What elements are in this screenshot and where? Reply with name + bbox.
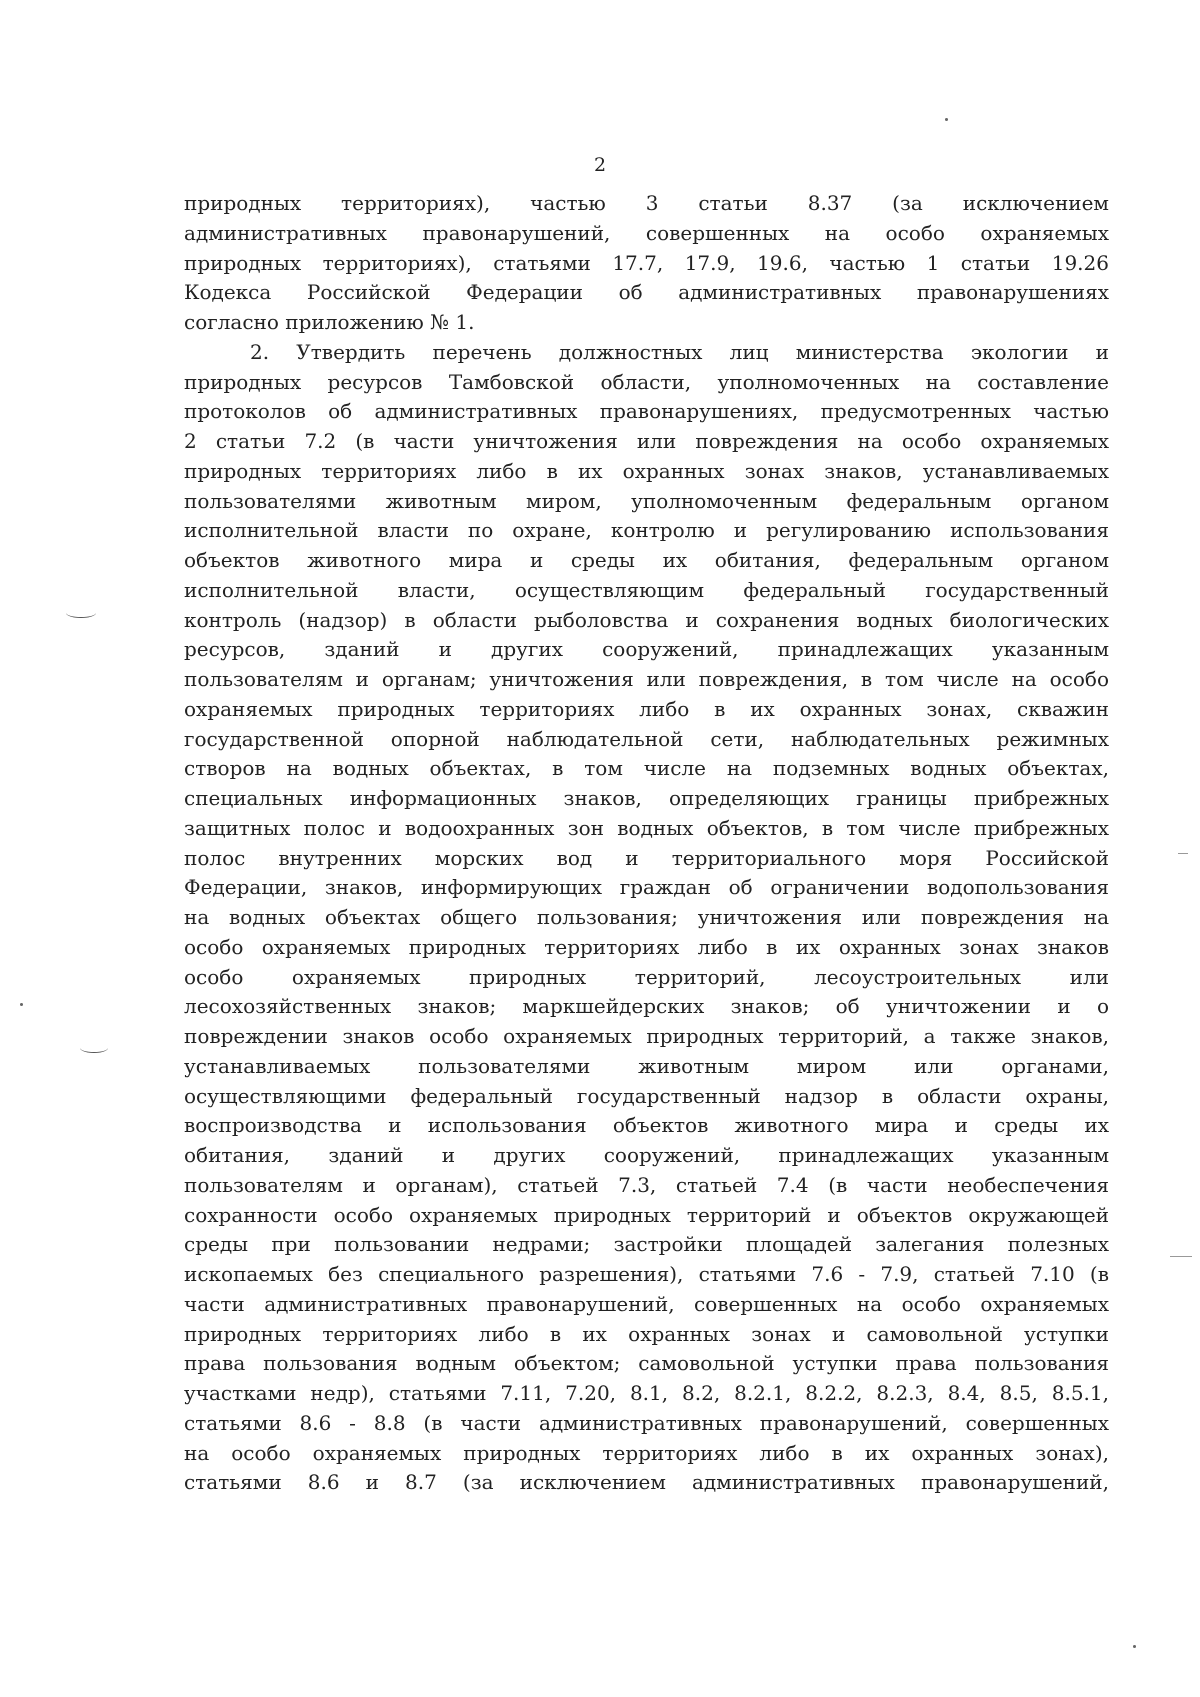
text-line: осуществляющими федеральный государственный надзор в области охраны, [184, 1083, 1109, 1108]
scan-speck [1133, 1645, 1136, 1648]
scan-edge-mark [1170, 1256, 1192, 1257]
text-line: на водных объектах общего пользования; уничтожения или повреждения на [184, 905, 1109, 929]
text-line: природных территориях), статьями 17.7, 17.9, 19.6, частью 1 статьи 19.26 [184, 250, 1109, 275]
text-line: особо охраняемых природных территориях либо в их охранных зонах знаков [184, 934, 1109, 959]
text-line: устанавливаемых пользователями животным миром или органами, [184, 1053, 1109, 1078]
text-line: сохранности особо охраняемых природных территорий и объектов окружающей [184, 1202, 1109, 1227]
text-line: пользователям и органам; уничтожения или повреждения, в том числе на особо [184, 667, 1109, 691]
text-line: природных ресурсов Тамбовской области, уполномоченных на составление [184, 369, 1109, 394]
text-line: ископаемых без специального разрешения), статьями 7.6 - 7.9, статьей 7.10 (в [184, 1262, 1109, 1286]
text-line: среды при пользовании недрами; застройки площадей залегания полезных [184, 1232, 1109, 1257]
text-line: права пользования водным объектом; самовольной уступки права пользования [184, 1351, 1109, 1376]
scan-punch-mark [80, 1043, 108, 1053]
text-line: 2 статьи 7.2 (в части уничтожения или повреждения на особо охраняемых [184, 429, 1109, 453]
text-line: лесохозяйственных знаков; маркшейдерских знаков; об уничтожении и о [184, 994, 1109, 1019]
text-line: защитных полос и водоохранных зон водных объектов, в том числе прибрежных [184, 815, 1109, 840]
text-line: полос внутренних морских вод и территориального моря Российской [184, 845, 1109, 870]
text-line: государственной опорной наблюдательной сети, наблюдательных режимных [184, 726, 1109, 751]
text-line: статьями 8.6 - 8.8 (в части административных правонарушений, совершенных [184, 1410, 1109, 1435]
text-line: обитания, зданий и других сооружений, принадлежащих указанным [184, 1143, 1109, 1167]
scan-speck [945, 118, 948, 121]
text-line: специальных информационных знаков, определяющих границы прибрежных [184, 786, 1109, 810]
text-line: на особо охраняемых природных территориях либо в их охранных зонах), [184, 1440, 1109, 1465]
text-line: особо охраняемых природных территорий, лесоустроительных или [184, 964, 1109, 989]
document-body [184, 189, 1109, 1498]
paragraph-start-line: 2. Утвердить перечень должностных лиц министерства экологии и [250, 339, 1109, 364]
text-line: Федерации, знаков, информирующих граждан об ограничении водопользования [184, 875, 1109, 900]
text-line: согласно приложению № 1. [184, 310, 475, 334]
page-number: 2 [593, 154, 607, 176]
scan-speck [20, 1003, 23, 1006]
text-line: контроль (надзор) в области рыболовства и сохранения водных биологических [184, 607, 1109, 632]
text-line: повреждении знаков особо охраняемых природных территорий, а также знаков, [184, 1024, 1109, 1048]
scan-edge-mark [1178, 853, 1188, 854]
text-line: участками недр), статьями 7.11, 7.20, 8.1, 8.2, 8.2.1, 8.2.2, 8.2.3, 8.4, 8.5, 8.5.1, [184, 1381, 1109, 1405]
text-line: части административных правонарушений, совершенных на особо охраняемых [184, 1291, 1109, 1316]
scan-punch-mark [66, 608, 96, 618]
text-line: створов на водных объектах, в том числе на подземных водных объектах, [184, 756, 1109, 781]
text-line: исполнительной власти, осуществляющим федеральный государственный [184, 577, 1109, 602]
text-line: протоколов об административных правонарушениях, предусмотренных частью [184, 399, 1109, 424]
text-line: Кодекса Российской Федерации об административных правонарушениях [184, 280, 1109, 305]
text-line: ресурсов, зданий и других сооружений, принадлежащих указанным [184, 637, 1109, 662]
text-line: охраняемых природных территориях либо в их охранных зонах, скважин [184, 696, 1109, 721]
text-line: природных территориях либо в их охранных зонах знаков, устанавливаемых [184, 458, 1109, 483]
text-line: пользователями животным миром, уполномоченным федеральным органом [184, 488, 1109, 513]
text-line: исполнительной власти по охране, контролю и регулированию использования [184, 518, 1109, 543]
text-line: природных территориях либо в их охранных зонах и самовольной уступки [184, 1321, 1109, 1346]
text-line: природных территориях), частью 3 статьи 8.37 (за исключением [184, 191, 1109, 215]
text-line: административных правонарушений, совершенных на особо охраняемых [184, 220, 1109, 245]
text-line: объектов животного мира и среды их обитания, федеральным органом [184, 548, 1109, 572]
text-line: воспроизводства и использования объектов животного мира и среды их [184, 1113, 1109, 1138]
text-line: пользователям и органам), статьей 7.3, статьей 7.4 (в части необеспечения [184, 1172, 1109, 1197]
text-line: статьями 8.6 и 8.7 (за исключением административных правонарушений, [184, 1470, 1109, 1495]
